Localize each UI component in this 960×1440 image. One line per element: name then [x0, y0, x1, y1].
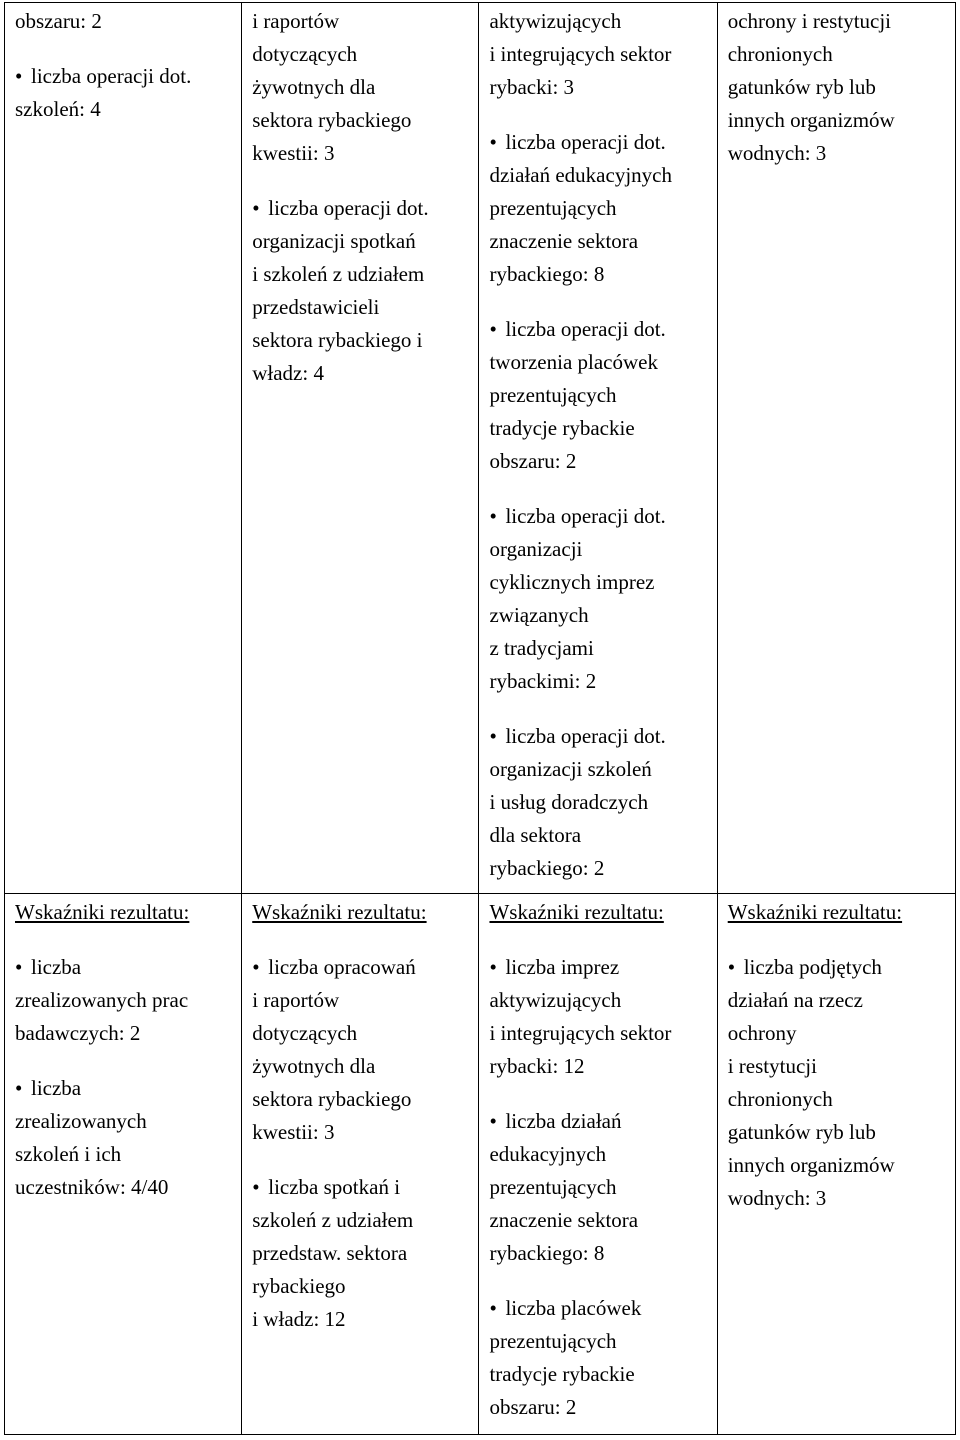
line-text: liczba operacji dot.: [505, 724, 666, 748]
bullet-item-line: [489, 599, 706, 632]
bullet-icon: •: [489, 317, 497, 341]
line-text: rybackiego: 2: [489, 856, 605, 880]
bullet-item-line: [489, 566, 706, 599]
line-text: liczba operacji dot.: [505, 317, 666, 341]
line-text: aktywizujących: [489, 9, 622, 33]
bullet-item-line: [252, 1237, 468, 1270]
bullet-item-line: [489, 192, 706, 225]
line-text: i integrujących sektor: [489, 1021, 672, 1045]
bullet-icon: •: [15, 955, 23, 979]
line-text: liczba: [31, 955, 82, 979]
bullet-item-line: [728, 1083, 945, 1116]
line-text: żywotnych dla: [252, 1054, 376, 1078]
bullet-icon: •: [489, 1296, 497, 1320]
line-text: znaczenie sektora: [489, 1208, 639, 1232]
line-text: organizacji spotkań: [252, 229, 416, 253]
bullet-item-line: [15, 1017, 231, 1050]
bullet-item-line: [252, 1083, 468, 1116]
bullet-item-line: [489, 951, 706, 984]
line-text: prezentujących: [489, 1329, 617, 1353]
line-text: tradycje rybackie: [489, 416, 635, 440]
line-text: i integrujących sektor: [489, 42, 672, 66]
line-text: przedstaw. sektora: [252, 1241, 408, 1265]
bullet-item-line: [252, 1303, 468, 1336]
table-row-top: [5, 3, 956, 894]
line-text: organizacji: [489, 537, 583, 561]
line-text: liczba podjętych: [743, 955, 882, 979]
line-text: rybackiego: 8: [489, 262, 605, 286]
bullet-item-line: [252, 324, 468, 357]
line-text: prezentujących: [489, 383, 617, 407]
line-text: sektora rybackiego i: [252, 328, 423, 352]
line-text: i władz: 12: [252, 1307, 346, 1331]
bullet-item-line: [489, 753, 706, 786]
bullet-item-line: [15, 60, 231, 93]
line-text: cyklicznych imprez: [489, 570, 655, 594]
bullet-item-line: [489, 533, 706, 566]
text-line: [252, 137, 468, 170]
bullet-item-line: [489, 984, 706, 1017]
bullet-item-line: [728, 984, 945, 1017]
bullet-item-line: [489, 632, 706, 665]
line-text: rybackiego: [252, 1274, 346, 1298]
line-text: znaczenie sektora: [489, 229, 639, 253]
bullet-item-line: [489, 379, 706, 412]
line-text: zrealizowanych: [15, 1109, 147, 1133]
line-text: obszaru: 2: [489, 449, 577, 473]
bullet-item-line: [252, 984, 468, 1017]
bullet-item-line: [252, 1116, 468, 1149]
line-text: rybackiego: 8: [489, 1241, 605, 1265]
line-text: liczba opracowań: [268, 955, 416, 979]
line-text: liczba placówek: [505, 1296, 642, 1320]
cell-top-col2: [242, 3, 479, 894]
line-text: liczba operacji dot.: [31, 64, 192, 88]
line-text: ochrony: [727, 1021, 797, 1045]
line-text: zrealizowanych prac: [15, 988, 189, 1012]
bullet-item-line: [728, 1050, 945, 1083]
line-text: kwestii: 3: [252, 141, 335, 165]
bullet-item-line: [489, 126, 706, 159]
bullet-item-line: [489, 852, 706, 885]
bullet-item-line: [489, 225, 706, 258]
line-text: i raportów: [252, 988, 340, 1012]
line-text: aktywizujących: [489, 988, 622, 1012]
line-text: gatunków ryb lub: [727, 1120, 876, 1144]
line-text: szkoleń: 4: [15, 97, 101, 121]
line-text: innych organizmów: [727, 1153, 895, 1177]
line-text: dotyczących: [252, 1021, 358, 1045]
cell-bottom-col1: [5, 894, 242, 1435]
bullet-icon: •: [489, 504, 497, 528]
text-line: [252, 5, 468, 38]
line-text: władz: 4: [252, 361, 324, 385]
line-text: obszaru: 2: [15, 9, 102, 33]
line-text: i usług doradczych: [489, 790, 649, 814]
text-line: [252, 71, 468, 104]
bullet-item-line: [489, 445, 706, 478]
cell-top-col1: [5, 3, 242, 894]
result-indicators-header: Wskaźniki rezultatu:: [15, 900, 190, 924]
bullet-item-line: [252, 192, 468, 225]
line-text: przedstawicieli: [252, 295, 380, 319]
bullet-icon: •: [727, 955, 736, 979]
line-text: żywotnych dla: [252, 75, 376, 99]
bullet-item-line: [489, 786, 706, 819]
line-text: chronionych: [727, 42, 833, 66]
bullet-item-line: [728, 951, 945, 984]
bullet-item-line: [252, 357, 468, 390]
line-text: ochrony i restytucji: [727, 9, 892, 33]
line-text: dotyczących: [252, 42, 358, 66]
cell-bottom-col2: [242, 894, 479, 1435]
line-text: uczestników: 4/40: [15, 1175, 169, 1199]
line-text: rybacki: 12: [489, 1054, 585, 1078]
bullet-item-line: [489, 1325, 706, 1358]
bullet-item-line: [15, 1171, 231, 1204]
bullet-item-line: [728, 1182, 945, 1215]
line-text: wodnych: 3: [727, 1186, 827, 1210]
line-text: działań edukacyjnych: [489, 163, 672, 187]
bullet-item-line: [252, 291, 468, 324]
text-line: [728, 38, 945, 71]
line-text: liczba spotkań i: [268, 1175, 401, 1199]
bullet-icon: •: [489, 724, 497, 748]
bullet-item-line: [252, 1171, 468, 1204]
bullet-item-line: [489, 1358, 706, 1391]
bullet-icon: •: [252, 196, 260, 220]
line-text: liczba imprez: [505, 955, 620, 979]
line-text: rybacki: 3: [489, 75, 575, 99]
line-text: prezentujących: [489, 196, 617, 220]
bullet-item-line: [489, 720, 706, 753]
bullet-item-line: [728, 1017, 945, 1050]
bullet-item-line: [15, 93, 231, 126]
bullet-item-line: [252, 258, 468, 291]
line-text: tradycje rybackie: [489, 1362, 635, 1386]
bullet-item-line: [489, 159, 706, 192]
bullet-item-line: [252, 1270, 468, 1303]
bullet-item-line: [489, 1138, 706, 1171]
bullet-icon: •: [489, 1109, 497, 1133]
bullet-icon: •: [489, 130, 497, 154]
line-text: liczba operacji dot.: [505, 130, 666, 154]
bullet-item-line: [489, 1105, 706, 1138]
line-text: szkoleń i ich: [15, 1142, 122, 1166]
line-text: sektora rybackiego: [252, 1087, 412, 1111]
bullet-icon: •: [489, 955, 497, 979]
line-text: i szkoleń z udziałem: [252, 262, 425, 286]
bullet-item-line: [252, 1017, 468, 1050]
text-line: [15, 5, 231, 38]
line-text: liczba działań: [505, 1109, 622, 1133]
line-text: wodnych: 3: [727, 141, 827, 165]
line-text: chronionych: [727, 1087, 833, 1111]
text-line: [489, 5, 706, 38]
table-row-bottom: [5, 894, 956, 1435]
line-text: organizacji szkoleń: [489, 757, 652, 781]
indicators-table: [4, 2, 956, 1435]
line-text: i raportów: [252, 9, 340, 33]
line-text: liczba: [31, 1076, 82, 1100]
line-text: związanych: [489, 603, 589, 627]
line-text: kwestii: 3: [252, 1120, 335, 1144]
text-line: [252, 104, 468, 137]
line-text: sektora rybackiego: [252, 108, 412, 132]
text-line: [489, 38, 706, 71]
line-text: liczba operacji dot.: [268, 196, 429, 220]
line-text: dla sektora: [489, 823, 582, 847]
result-indicators-header: Wskaźniki rezultatu:: [252, 900, 427, 924]
bullet-item-line: [252, 951, 468, 984]
bullet-item-line: [489, 1237, 706, 1270]
bullet-item-line: [489, 346, 706, 379]
text-line: [728, 137, 945, 170]
line-text: tworzenia placówek: [489, 350, 658, 374]
bullet-item-line: [489, 1171, 706, 1204]
text-line: [728, 71, 945, 104]
bullet-item-line: [15, 1072, 231, 1105]
line-text: działań na rzecz: [727, 988, 863, 1012]
bullet-item-line: [489, 819, 706, 852]
bullet-item-line: [489, 1204, 706, 1237]
bullet-item-line: [728, 1149, 945, 1182]
bullet-item-line: [489, 313, 706, 346]
cell-top-col3: [479, 3, 717, 894]
bullet-item-line: [489, 1017, 706, 1050]
bullet-icon: •: [252, 955, 260, 979]
bullet-item-line: [15, 951, 231, 984]
bullet-item-line: [252, 1050, 468, 1083]
bullet-icon: •: [15, 1076, 23, 1100]
bullet-item-line: [489, 665, 706, 698]
bullet-item-line: [489, 1391, 706, 1424]
bullet-item-line: [728, 1116, 945, 1149]
line-text: szkoleń z udziałem: [252, 1208, 414, 1232]
text-line: [252, 38, 468, 71]
cell-top-col4: [717, 3, 955, 894]
bullet-item-line: [489, 258, 706, 291]
text-line: [728, 5, 945, 38]
bullet-icon: •: [15, 64, 23, 88]
bullet-item-line: [489, 1292, 706, 1325]
result-indicators-header: Wskaźniki rezultatu:: [727, 900, 903, 924]
line-text: gatunków ryb lub: [727, 75, 876, 99]
line-text: prezentujących: [489, 1175, 617, 1199]
line-text: obszaru: 2: [489, 1395, 577, 1419]
line-text: z tradycjami: [489, 636, 594, 660]
bullet-item-line: [15, 1138, 231, 1171]
bullet-item-line: [489, 1050, 706, 1083]
line-text: liczba operacji dot.: [505, 504, 666, 528]
line-text: edukacyjnych: [489, 1142, 607, 1166]
line-text: i restytucji: [727, 1054, 817, 1078]
text-line: [728, 104, 945, 137]
bullet-item-line: [15, 984, 231, 1017]
line-text: rybackimi: 2: [489, 669, 597, 693]
cell-bottom-col4: [717, 894, 955, 1435]
bullet-item-line: [489, 500, 706, 533]
result-indicators-header: Wskaźniki rezultatu:: [489, 900, 664, 924]
bullet-item-line: [252, 225, 468, 258]
bullet-item-line: [489, 412, 706, 445]
bullet-item-line: [15, 1105, 231, 1138]
text-line: [489, 71, 706, 104]
bullet-item-line: [252, 1204, 468, 1237]
bullet-icon: •: [252, 1175, 260, 1199]
line-text: badawczych: 2: [15, 1021, 141, 1045]
line-text: innych organizmów: [727, 108, 895, 132]
cell-bottom-col3: [479, 894, 717, 1435]
